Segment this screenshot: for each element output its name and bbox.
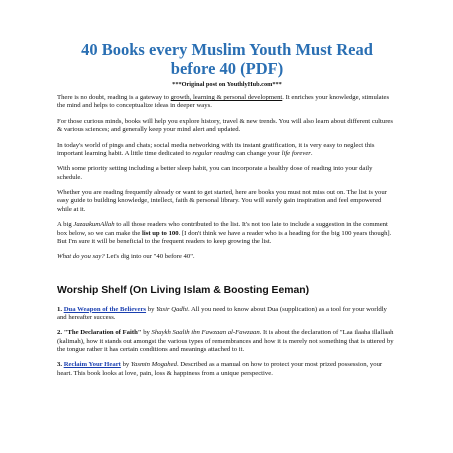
intro-paragraph-4: With some priority setting including a better sleep habit, you can incorporate a healthy dose of reading into your daily schedule. [57,165,373,181]
source-note: ***Original post on YouthlyHub.com*** [172,81,282,88]
intro-text: A big [57,221,74,229]
book-author: Shaykh Saalih ibn Fawzaan al-Fawzaan [151,329,260,337]
section-heading: Worship Shelf (On Living Islam & Boosting Eeman) [57,284,310,296]
book-item-2 [57,329,397,354]
intro-text: . It enriches your knowledge, stimulates the mind and helps to conceptualize ideas in deeper ways. [57,94,390,110]
book-author: Yasmin Mogahed [130,361,177,369]
book-link-reclaim-your-heart[interactable]: Reclaim Your Heart [63,361,121,369]
book-number: 1. [57,305,64,313]
emphasis-text: life forever [281,149,311,157]
intro-text: to all those readers who contributed to the list. It's not too late to include a suggestion in the comment box below, so we can make the [57,221,388,237]
intro-text: can change your [234,149,282,157]
book-link-dua-weapon[interactable]: Dua Weapon of the Believers [63,305,147,313]
emphasis-text: What do you say? [57,253,105,261]
intro-text: . [310,149,313,157]
intro-text: In today's world of pings and chats; social media networking with its instant gratification, it is very easy to neglect this important learning habit. A little time dedicated to [57,141,375,157]
intro-paragraph-3 [57,142,397,159]
book-item-1 [57,306,397,323]
book-description: . Described as a manual on how to protect your most prized possession, your heart. This book looks at love, pain, loss & happiness from a unique perspective. [57,361,383,377]
book-description: . It is about the declaration of "Laa ilaaha illallaah (kalimah), how it stands out amongst the various types of remembrances and how it is merely not something that is uttered by the tongue rather it has certain conditions and meanings attached to it. [57,329,394,353]
title-line-1: 40 Books every Muslim Youth Must Read [81,40,373,59]
book-description: . All you need to know about Dua (supplication) as a tool for your worldly and hereafter success. [57,305,387,321]
book-author: Yasir Qadhi [156,305,188,313]
emphasis-text: regular reading [192,149,235,157]
intro-paragraph-6 [57,221,397,246]
intro-text: . [I don't think we have a reader who is a heading for the big 100 years though]. But I'm sure it will be beneficial to the frequent readers to keep growing the list. [57,229,392,245]
bold-text: list up to 100 [142,229,179,237]
document-page [57,40,397,385]
book-number: 3. [57,361,64,369]
intro-paragraph-2: For those curious minds, books will help you explore history, travel & new trends. You will also learn about different cultures & various sciences; and generally keep your mind alert and updated. [57,117,393,134]
intro-paragraph-5: Whether you are reading frequently already or want to get started, here are books you must not miss out on. The list is your easy guide to building knowledge, intellect, faith & personal library. You will surely gain inspiration and feel empowered while at it. [57,189,387,213]
book-number: 2. [57,329,64,337]
book-by: by [120,361,131,369]
intro-text: There is no doubt, reading is a gateway to [57,94,171,101]
book-by: by [141,329,152,337]
document-title [57,40,397,78]
intro-paragraph-7 [57,253,397,261]
book-title: "The Declaration of Faith" [63,329,142,337]
book-item-3 [57,361,397,378]
emphasis-text: JazaakumAllah [73,221,115,229]
intro-paragraph-1 [57,94,397,111]
growth-link-text[interactable]: growth, learning & personal development [170,94,283,101]
title-line-2: before 40 (PDF) [170,59,284,78]
intro-text: Let's dig into our "40 before 40". [104,253,195,261]
book-by: by [146,305,157,313]
